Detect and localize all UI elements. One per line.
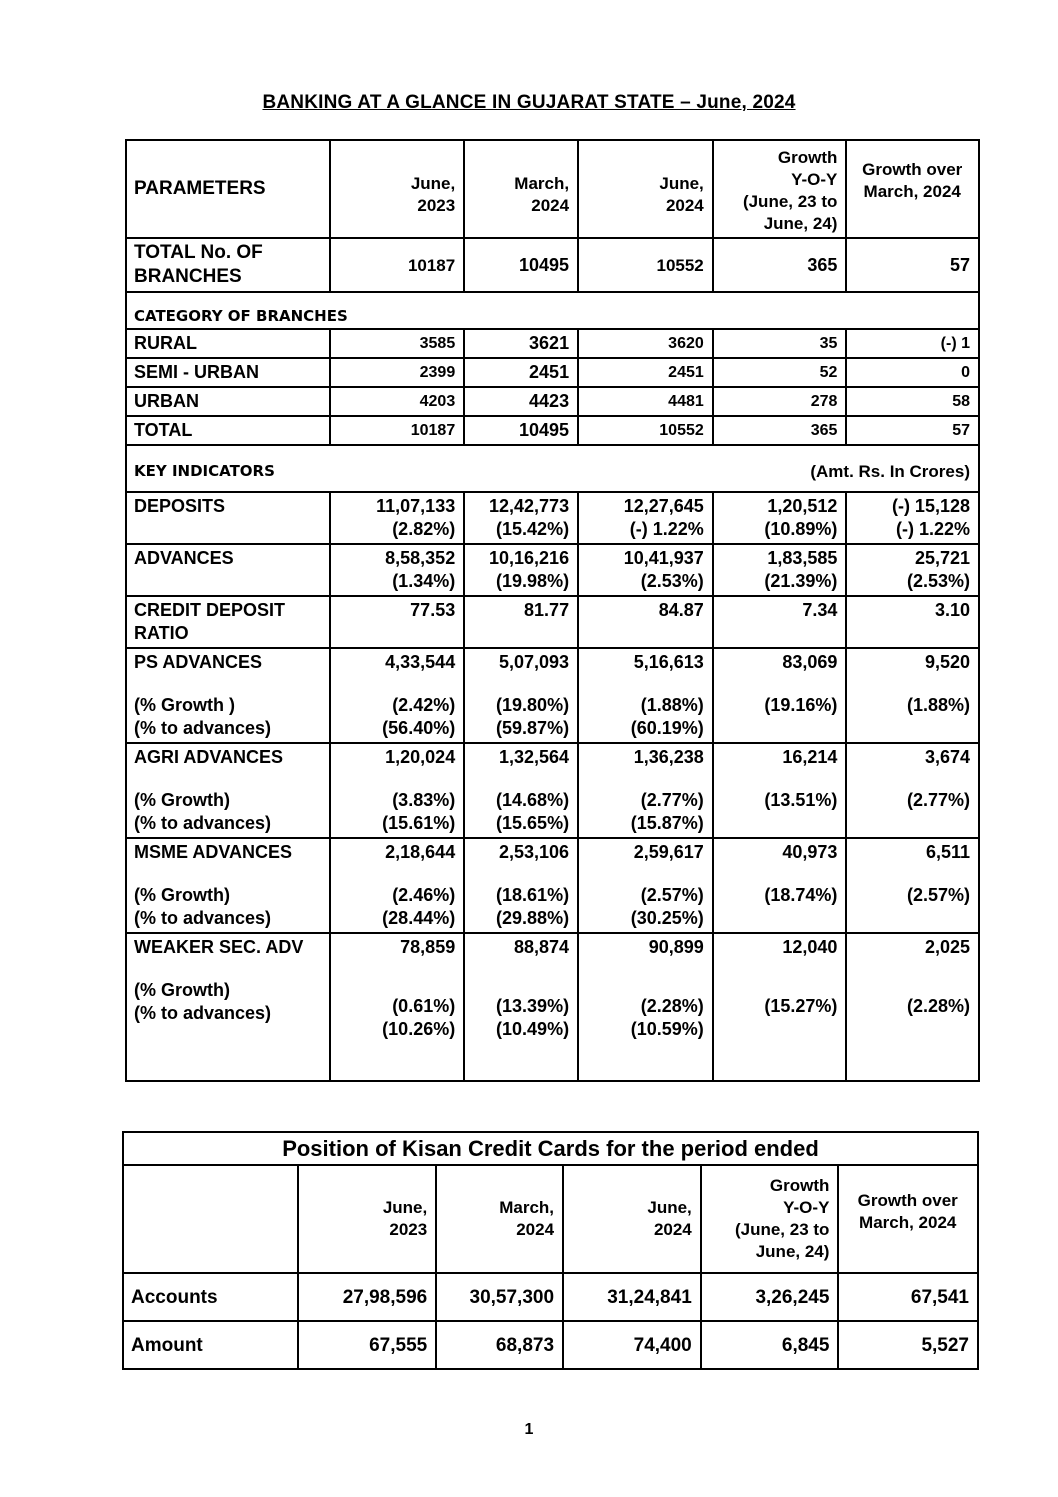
cell-june-2024 — [578, 492, 713, 544]
cell-march-2024 — [464, 492, 578, 544]
row-label: DEPOSITS — [126, 492, 330, 544]
ps-advances-row — [126, 648, 979, 743]
row-label: ADVANCES — [126, 544, 330, 596]
cell-growth-yoy: 6,845 — [701, 1321, 839, 1369]
value: 1,20,024 — [385, 747, 456, 767]
growth: (2.82%) — [392, 519, 456, 539]
growth: (13.51%) — [764, 790, 838, 810]
cell-march-2024: 4423 — [464, 387, 578, 416]
kcc-title-row — [123, 1132, 978, 1165]
category-heading-row — [126, 292, 979, 329]
share: (15.65%) — [496, 813, 570, 833]
row-label: RURAL — [126, 329, 330, 358]
growth: (15.42%) — [496, 519, 570, 539]
share: (56.40%) — [382, 718, 456, 738]
growth: (13.39%) — [496, 996, 570, 1016]
value: 12,42,773 — [489, 496, 570, 516]
cell-growth-march: 3.10 — [846, 596, 979, 648]
share: (29.88%) — [496, 908, 570, 928]
total-branches-row — [126, 238, 979, 292]
cell-growth-yoy: 52 — [713, 358, 847, 387]
cell-june-2024 — [578, 838, 713, 933]
value: 90,899 — [648, 937, 704, 957]
cell-june-2024: 4481 — [578, 387, 713, 416]
value: 10,16,216 — [489, 548, 570, 568]
kcc-row-amount — [123, 1321, 978, 1369]
growth: (2.77%) — [640, 790, 704, 810]
cell-june-2024: 2451 — [578, 358, 713, 387]
growth: (2.46%) — [392, 885, 456, 905]
cell-june-2024 — [578, 544, 713, 596]
value: 16,214 — [782, 747, 838, 767]
cell-march-2024: 68,873 — [436, 1321, 563, 1369]
row-label: PS ADVANCES — [134, 652, 263, 672]
cell-june-2024 — [578, 933, 713, 1081]
growth: (-) 1.22% — [895, 519, 970, 539]
share: (10.59%) — [630, 1019, 704, 1039]
share: (10.49%) — [496, 1019, 570, 1039]
category-row-total — [126, 416, 979, 445]
deposits-row — [126, 492, 979, 544]
cell-june-2023: 2399 — [330, 358, 465, 387]
growth: (2.42%) — [392, 695, 456, 715]
growth: (10.89%) — [764, 519, 838, 539]
cell-growth-yoy — [713, 838, 847, 933]
row-label: SEMI - URBAN — [126, 358, 330, 387]
row-label: MSME ADVANCES — [134, 842, 293, 862]
kcc-header-growth-yoy: Growth Y-O-Y (June, 23 to June, 24) — [701, 1165, 839, 1273]
share: (28.44%) — [382, 908, 456, 928]
value: 12,27,645 — [623, 496, 704, 516]
cell-june-2024: 84.87 — [578, 596, 713, 648]
cell-june-2023: 10187 — [330, 238, 465, 292]
weaker-section-advances-row — [126, 933, 979, 1081]
growth: (3.83%) — [392, 790, 456, 810]
row-label: CREDIT DEPOSIT RATIO — [126, 596, 330, 648]
cell-growth-march: 0 — [846, 358, 979, 387]
kisan-credit-cards-table — [122, 1131, 979, 1370]
cell-june-2023: 67,555 — [298, 1321, 436, 1369]
cell-june-2023: 27,98,596 — [298, 1273, 436, 1321]
value: 25,721 — [914, 548, 970, 568]
growth: (2.77%) — [906, 790, 970, 810]
value: 2,025 — [924, 937, 970, 957]
row-label-cell — [126, 838, 330, 933]
share: (10.26%) — [382, 1019, 456, 1039]
cell-june-2024: 10552 — [578, 238, 713, 292]
row-label: TOTAL — [126, 416, 330, 445]
cell-june-2024 — [578, 648, 713, 743]
cell-growth-yoy: 3,26,245 — [701, 1273, 839, 1321]
kcc-row-accounts — [123, 1273, 978, 1321]
cell-june-2023 — [330, 838, 465, 933]
value: 40,973 — [782, 842, 838, 862]
value: 9,520 — [924, 652, 970, 672]
cell-growth-yoy: 278 — [713, 387, 847, 416]
cell-growth-yoy — [713, 648, 847, 743]
document-title: BANKING AT A GLANCE IN GUJARAT STATE – June, 2024 — [262, 92, 796, 113]
growth-label: (% Growth) — [134, 980, 230, 1000]
cell-march-2024: 30,57,300 — [436, 1273, 563, 1321]
value: 1,32,564 — [499, 747, 570, 767]
agri-advances-row — [126, 743, 979, 838]
header-march-2024: March, 2024 — [464, 140, 578, 238]
growth: (2.28%) — [906, 996, 970, 1016]
row-label: WEAKER SEC. ADV — [134, 937, 304, 957]
growth: (2.57%) — [640, 885, 704, 905]
value: 88,874 — [514, 937, 570, 957]
growth: (2.57%) — [906, 885, 970, 905]
kcc-header-june-2024: June, 2024 — [563, 1165, 701, 1273]
kcc-header-row — [123, 1165, 978, 1273]
key-indicators-heading: KEY INDICATORS — [134, 462, 275, 480]
cell-june-2023: 77.53 — [330, 596, 465, 648]
value: 1,20,512 — [767, 496, 838, 516]
cell-june-2023 — [330, 933, 465, 1081]
cell-june-2023 — [330, 648, 465, 743]
value: 6,511 — [925, 842, 970, 862]
value: 8,58,352 — [385, 548, 456, 568]
cell-growth-yoy: 35 — [713, 329, 847, 358]
cell-june-2024 — [578, 743, 713, 838]
value: 83,069 — [782, 652, 838, 672]
share-label: (% to advances) — [134, 1003, 272, 1023]
cell-march-2024: 3621 — [464, 329, 578, 358]
credit-deposit-ratio-row — [126, 596, 979, 648]
cell-growth-march: 58 — [846, 387, 979, 416]
cell-march-2024 — [464, 544, 578, 596]
category-row-semi-urban — [126, 358, 979, 387]
row-label: TOTAL No. OF BRANCHES — [126, 238, 330, 292]
cell-growth-march — [846, 544, 979, 596]
cell-growth-march — [846, 838, 979, 933]
cell-growth-yoy — [713, 933, 847, 1081]
header-row — [126, 140, 979, 238]
growth: (18.74%) — [764, 885, 838, 905]
growth: (2.28%) — [640, 996, 704, 1016]
growth: (19.80%) — [496, 695, 570, 715]
cell-growth-march: 67,541 — [838, 1273, 978, 1321]
cell-growth-yoy — [713, 544, 847, 596]
growth: (-) 1.22% — [629, 519, 704, 539]
value: 78,859 — [400, 937, 456, 957]
cell-growth-march: (-) 1 — [846, 329, 979, 358]
kcc-header-growth-over-march: Growth over March, 2024 — [838, 1165, 978, 1273]
share: (15.61%) — [382, 813, 456, 833]
value: 5,16,613 — [633, 652, 704, 672]
cell-june-2023 — [330, 544, 465, 596]
key-indicators-heading-row — [126, 445, 979, 492]
kcc-header-june-2023: June, 2023 — [298, 1165, 436, 1273]
cell-march-2024: 81.77 — [464, 596, 578, 648]
header-growth-over-march: Growth over March, 2024 — [846, 140, 979, 238]
category-row-rural — [126, 329, 979, 358]
banking-glance-table — [125, 139, 980, 1082]
growth: (0.61%) — [392, 996, 456, 1016]
cell-growth-march — [846, 933, 979, 1081]
cell-growth-march — [846, 648, 979, 743]
advances-row — [126, 544, 979, 596]
value: 11,07,133 — [376, 496, 456, 516]
value: 10,41,937 — [623, 548, 704, 568]
value: 2,53,106 — [499, 842, 570, 862]
growth: (14.68%) — [496, 790, 570, 810]
value: 2,18,644 — [385, 842, 456, 862]
growth-label: (% Growth) — [134, 790, 230, 810]
growth: (1.34%) — [392, 571, 456, 591]
growth-label: (% Growth) — [134, 885, 230, 905]
cell-march-2024 — [464, 933, 578, 1081]
row-label-cell — [126, 648, 330, 743]
cell-march-2024: 10495 — [464, 416, 578, 445]
cell-growth-yoy: 7.34 — [713, 596, 847, 648]
msme-advances-row — [126, 838, 979, 933]
value: 4,33,544 — [385, 652, 456, 672]
cell-march-2024 — [464, 743, 578, 838]
value: 12,040 — [782, 937, 838, 957]
cell-growth-yoy — [713, 492, 847, 544]
growth: (15.27%) — [764, 996, 838, 1016]
growth: (21.39%) — [764, 571, 838, 591]
header-growth-yoy: Growth Y-O-Y (June, 23 to June, 24) — [713, 140, 847, 238]
value: 1,36,238 — [633, 747, 704, 767]
cell-growth-march — [846, 743, 979, 838]
share: (60.19%) — [630, 718, 704, 738]
header-june-2023: June, 2023 — [330, 140, 465, 238]
header-parameters: PARAMETERS — [126, 140, 330, 238]
cell-growth-yoy: 365 — [713, 416, 847, 445]
cell-march-2024 — [464, 648, 578, 743]
growth: (19.98%) — [496, 571, 570, 591]
row-label: AGRI ADVANCES — [134, 747, 284, 767]
amount-unit-note: (Amt. Rs. In Crores) — [810, 462, 970, 481]
value: 1,83,585 — [767, 548, 838, 568]
growth: (19.16%) — [764, 695, 838, 715]
share: (59.87%) — [496, 718, 570, 738]
kcc-header-blank — [123, 1165, 298, 1273]
share-label: (% to advances) — [134, 813, 272, 833]
share-label: (% to advances) — [134, 908, 272, 928]
share: (30.25%) — [630, 908, 704, 928]
growth: (18.61%) — [496, 885, 570, 905]
cell-june-2023: 10187 — [330, 416, 465, 445]
value: 5,07,093 — [499, 652, 570, 672]
cell-growth-yoy: 365 — [713, 238, 847, 292]
row-label: Amount — [123, 1321, 298, 1369]
share: (15.87%) — [630, 813, 704, 833]
kcc-title: Position of Kisan Credit Cards for the period ended — [123, 1132, 978, 1165]
share-label: (% to advances) — [134, 718, 272, 738]
row-label: URBAN — [126, 387, 330, 416]
cell-june-2023 — [330, 743, 465, 838]
cell-june-2024: 31,24,841 — [563, 1273, 701, 1321]
row-label-cell — [126, 933, 330, 1081]
cell-growth-march: 57 — [846, 238, 979, 292]
value: 2,59,617 — [633, 842, 704, 862]
cell-march-2024: 2451 — [464, 358, 578, 387]
row-label: Accounts — [123, 1273, 298, 1321]
row-label-cell — [126, 743, 330, 838]
growth: (2.53%) — [640, 571, 704, 591]
growth: (2.53%) — [906, 571, 970, 591]
growth: (1.88%) — [640, 695, 704, 715]
cell-june-2023: 3585 — [330, 329, 465, 358]
value: 3,674 — [924, 747, 970, 767]
cell-growth-march: 57 — [846, 416, 979, 445]
category-row-urban — [126, 387, 979, 416]
growth-label: (% Growth ) — [134, 695, 235, 715]
cell-march-2024: 10495 — [464, 238, 578, 292]
cell-june-2024: 10552 — [578, 416, 713, 445]
kcc-header-march-2024: March, 2024 — [436, 1165, 563, 1273]
key-indicators-heading-cell — [126, 445, 979, 492]
header-june-2024: June, 2024 — [578, 140, 713, 238]
cell-growth-march: 5,527 — [838, 1321, 978, 1369]
category-heading: CATEGORY OF BRANCHES — [126, 292, 979, 329]
value: (-) 15,128 — [891, 496, 970, 516]
cell-growth-march — [846, 492, 979, 544]
cell-june-2024: 3620 — [578, 329, 713, 358]
cell-growth-yoy — [713, 743, 847, 838]
page-number: 1 — [524, 1421, 534, 1438]
cell-june-2023: 4203 — [330, 387, 465, 416]
cell-march-2024 — [464, 838, 578, 933]
cell-june-2023 — [330, 492, 465, 544]
growth: (1.88%) — [906, 695, 970, 715]
cell-june-2024: 74,400 — [563, 1321, 701, 1369]
